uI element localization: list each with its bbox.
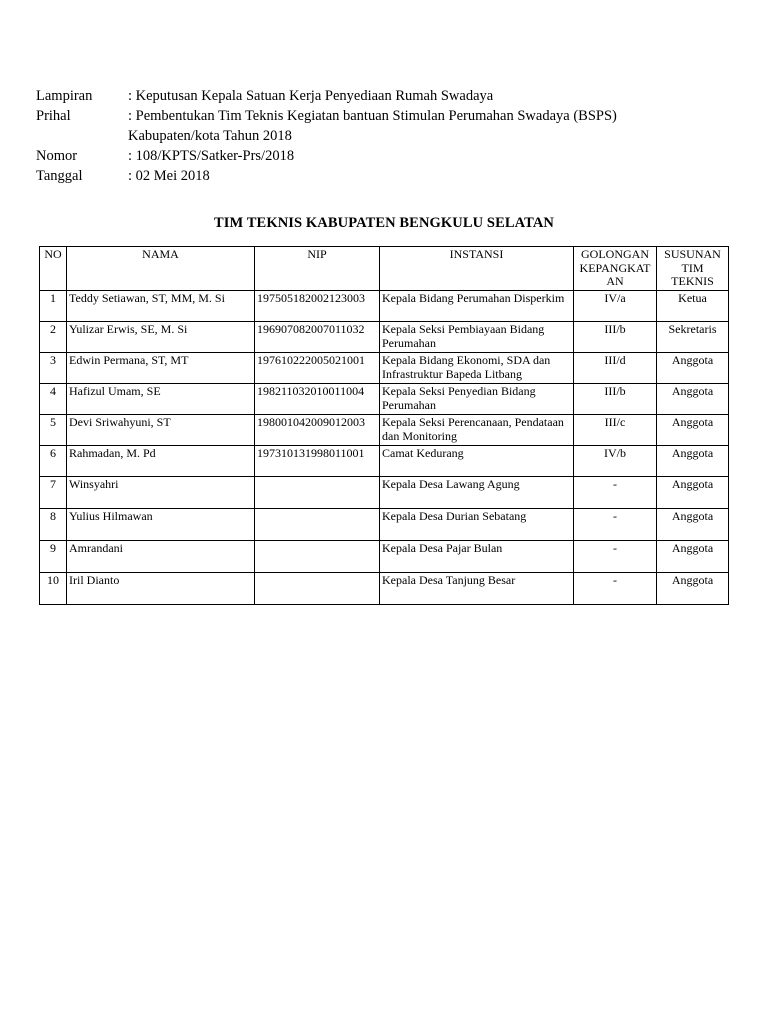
table-row xyxy=(40,353,729,384)
cell-instansi: Kepala Desa Lawang Agung xyxy=(380,477,574,509)
prihal-value-line-1: : Pembentukan Tim Teknis Kegiatan bantuan Stimulan Perumahan Swadaya (BSPS) xyxy=(128,108,617,124)
cell-no: 3 xyxy=(40,353,67,384)
table-row xyxy=(40,541,729,573)
lampiran-value: : Keputusan Kepala Satuan Kerja Penyediaan Rumah Swadaya xyxy=(128,88,494,104)
cell-nip: 197310131998011001 xyxy=(255,446,380,477)
table-header-row xyxy=(40,247,729,291)
cell-no: 6 xyxy=(40,446,67,477)
tanggal-row xyxy=(36,166,668,186)
cell-susunan: Anggota xyxy=(657,446,729,477)
cell-no: 5 xyxy=(40,415,67,446)
cell-nama: Iril Dianto xyxy=(67,573,255,605)
table-body xyxy=(40,291,729,605)
table-row xyxy=(40,291,729,322)
cell-susunan: Anggota xyxy=(657,541,729,573)
document-header xyxy=(36,86,668,186)
cell-golongan: III/d xyxy=(574,353,657,384)
cell-no: 8 xyxy=(40,509,67,541)
cell-nama: Yulius Hilmawan xyxy=(67,509,255,541)
cell-instansi: Kepala Seksi Penyedian Bidang Perumahan xyxy=(380,384,574,415)
cell-instansi: Kepala Desa Pajar Bulan xyxy=(380,541,574,573)
cell-nip: 197610222005021001 xyxy=(255,353,380,384)
cell-golongan: - xyxy=(574,541,657,573)
header-golongan: GOLONGAN KEPANGKATAN xyxy=(574,247,657,291)
cell-nama: Winsyahri xyxy=(67,477,255,509)
header-no: NO xyxy=(40,247,67,291)
nomor-label: Nomor xyxy=(36,148,78,164)
cell-nip: 196907082007011032 xyxy=(255,322,380,353)
cell-golongan: - xyxy=(574,477,657,509)
prihal-value-line-2: Kabupaten/kota Tahun 2018 xyxy=(128,128,292,144)
cell-nip: 198001042009012003 xyxy=(255,415,380,446)
table-row xyxy=(40,509,729,541)
cell-nama: Hafizul Umam, SE xyxy=(67,384,255,415)
cell-susunan: Anggota xyxy=(657,353,729,384)
cell-no: 7 xyxy=(40,477,67,509)
cell-instansi: Kepala Desa Tanjung Besar xyxy=(380,573,574,605)
header-nama: NAMA xyxy=(67,247,255,291)
cell-nama: Edwin Permana, ST, MT xyxy=(67,353,255,384)
cell-susunan: Anggota xyxy=(657,415,729,446)
cell-instansi: Kepala Bidang Perumahan Disperkim xyxy=(380,291,574,322)
table-row xyxy=(40,415,729,446)
table-row xyxy=(40,477,729,509)
cell-no: 1 xyxy=(40,291,67,322)
cell-no: 4 xyxy=(40,384,67,415)
cell-susunan: Anggota xyxy=(657,573,729,605)
cell-nip: 197505182002123003 xyxy=(255,291,380,322)
cell-nama: Yulizar Erwis, SE, M. Si xyxy=(67,322,255,353)
prihal-row-continued xyxy=(36,126,668,146)
cell-no: 2 xyxy=(40,322,67,353)
document-title: TIM TEKNIS KABUPATEN BENGKULU SELATAN xyxy=(214,215,554,231)
cell-susunan: Ketua xyxy=(657,291,729,322)
cell-no: 9 xyxy=(40,541,67,573)
cell-instansi: Kepala Bidang Ekonomi, SDA dan Infrastruktur Bapeda Litbang xyxy=(380,353,574,384)
nomor-value: : 108/KPTS/Satker-Prs/2018 xyxy=(128,148,295,164)
cell-nip xyxy=(255,477,380,509)
nomor-row xyxy=(36,146,668,166)
tanggal-label: Tanggal xyxy=(36,168,83,184)
cell-nip xyxy=(255,541,380,573)
table-row xyxy=(40,322,729,353)
table-row xyxy=(40,446,729,477)
tanggal-value: : 02 Mei 2018 xyxy=(128,168,210,184)
table-row xyxy=(40,573,729,605)
cell-golongan: IV/b xyxy=(574,446,657,477)
header-instansi: INSTANSI xyxy=(380,247,574,291)
cell-instansi: Kepala Seksi Perencanaan, Pendataan dan Monitoring xyxy=(380,415,574,446)
cell-no: 10 xyxy=(40,573,67,605)
cell-golongan: - xyxy=(574,509,657,541)
cell-nip xyxy=(255,573,380,605)
cell-nip: 198211032010011004 xyxy=(255,384,380,415)
cell-instansi: Kepala Seksi Pembiayaan Bidang Perumahan xyxy=(380,322,574,353)
cell-nama: Teddy Setiawan, ST, MM, M. Si xyxy=(67,291,255,322)
cell-golongan: III/c xyxy=(574,415,657,446)
cell-nama: Devi Sriwahyuni, ST xyxy=(67,415,255,446)
lampiran-row xyxy=(36,86,668,106)
cell-susunan: Anggota xyxy=(657,384,729,415)
header-nip: NIP xyxy=(255,247,380,291)
cell-susunan: Anggota xyxy=(657,509,729,541)
cell-instansi: Camat Kedurang xyxy=(380,446,574,477)
prihal-label: Prihal xyxy=(36,108,71,124)
cell-susunan: Sekretaris xyxy=(657,322,729,353)
team-table xyxy=(39,246,729,605)
cell-nama: Amrandani xyxy=(67,541,255,573)
cell-golongan: III/b xyxy=(574,384,657,415)
cell-golongan: - xyxy=(574,573,657,605)
cell-golongan: IV/a xyxy=(574,291,657,322)
cell-golongan: III/b xyxy=(574,322,657,353)
table-row xyxy=(40,384,729,415)
lampiran-label: Lampiran xyxy=(36,88,93,104)
cell-susunan: Anggota xyxy=(657,477,729,509)
cell-instansi: Kepala Desa Durian Sebatang xyxy=(380,509,574,541)
header-susunan: SUSUNAN TIM TEKNIS xyxy=(657,247,729,291)
prihal-row xyxy=(36,106,668,126)
cell-nip xyxy=(255,509,380,541)
cell-nama: Rahmadan, M. Pd xyxy=(67,446,255,477)
